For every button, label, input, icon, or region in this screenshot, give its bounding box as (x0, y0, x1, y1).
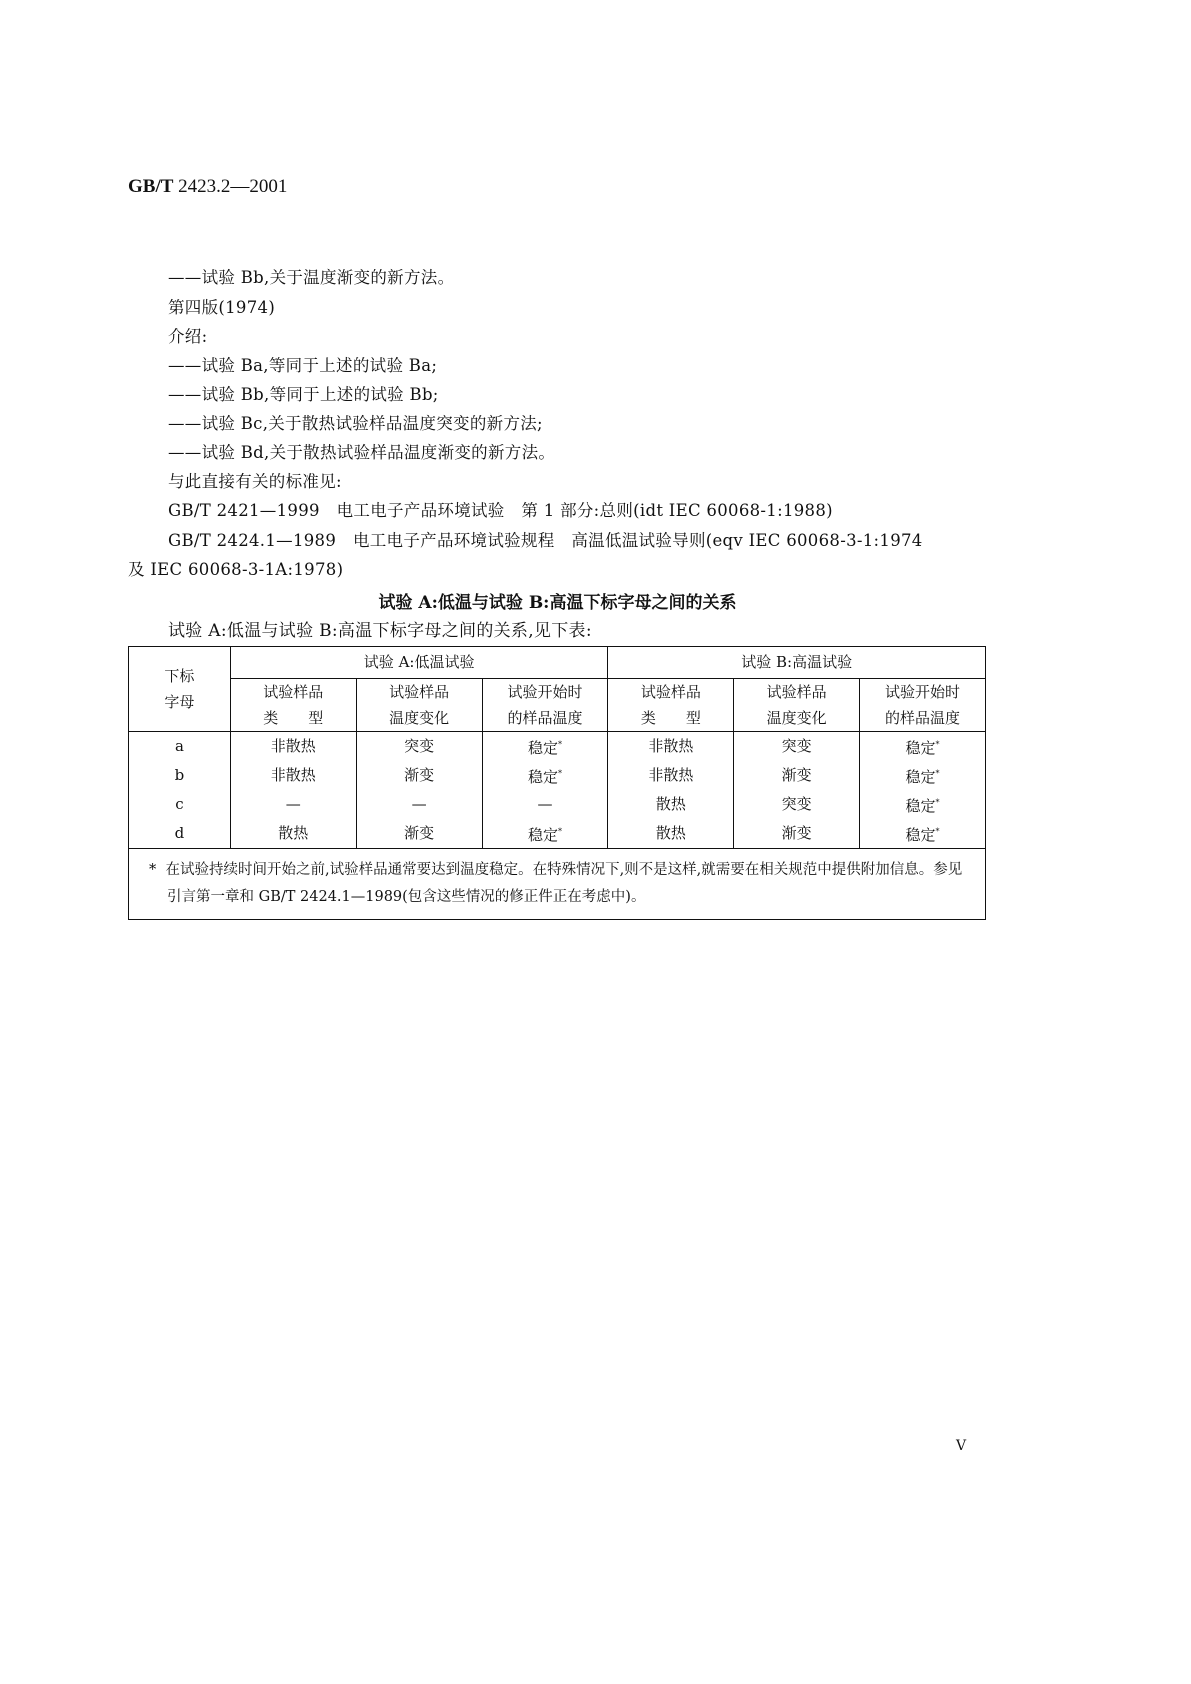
cell-text: 突变 (781, 795, 812, 813)
table-cell (482, 790, 608, 819)
table-row (129, 819, 986, 849)
header-text: 下标 (164, 667, 195, 685)
cell-text: 散热 (655, 795, 686, 813)
cell-text: 突变 (404, 737, 435, 755)
table-cell (230, 761, 356, 790)
header-cell: 试验样品 (230, 679, 356, 706)
cell-text: — (411, 795, 427, 813)
cell-text: 稳定 (905, 826, 936, 844)
table-cell (608, 790, 734, 819)
header-cell: 试验开始时 (860, 679, 986, 706)
cell-text: — (285, 795, 301, 813)
page-number: V (956, 1438, 967, 1454)
text-line: ——试验 Bc,关于散热试验样品温度突变的新方法; (168, 414, 543, 433)
header-cell: 温度变化 (734, 705, 860, 732)
table-cell (129, 761, 231, 790)
table-cell (734, 790, 860, 819)
table-cell (734, 732, 860, 762)
header-cell: 温度变化 (356, 705, 482, 732)
table-cell (734, 819, 860, 849)
header-subscript (129, 647, 231, 732)
footnote-text: 在试验持续时间开始之前,试验样品通常要达到温度稳定。在特殊情况下,则不是这样,就需要在相关规范中提供附加信息。参见引言第一章和 GB/T 2424.1—1989(包含这些情况的修正件正在考虑中)。 (165, 862, 963, 905)
cell-text: 散热 (278, 824, 309, 842)
text-line: ——试验 Bd,关于散热试验样品温度渐变的新方法。 (168, 443, 556, 462)
table-cell (356, 819, 482, 849)
reference-line: GB/T 2424.1—1989 电工电子产品环境试验规程 高温低温试验导则(eqv IEC 60068-3-1:1974 (168, 531, 923, 550)
footnote-mark: * (149, 862, 157, 878)
cell-text: 散热 (655, 824, 686, 842)
cell-text: 稳定 (905, 768, 936, 786)
footnote-ref: * (935, 769, 940, 778)
table-cell (356, 761, 482, 790)
cell-text: 渐变 (404, 824, 435, 842)
table-cell (482, 819, 608, 849)
cell-text: 稳定 (527, 826, 558, 844)
footnote-ref: * (557, 740, 562, 749)
cell-text: 渐变 (404, 766, 435, 784)
table-cell (356, 790, 482, 819)
header-cell: 的样品温度 (482, 705, 608, 732)
table-footnote (129, 849, 986, 920)
cell-text: 稳定 (527, 768, 558, 786)
table-cell (482, 761, 608, 790)
table-cell (608, 819, 734, 849)
text-line: 与此直接有关的标准见: (168, 472, 342, 491)
header-cell: 类 型 (230, 705, 356, 732)
header-cell: 类 型 (608, 705, 734, 732)
cell-text: 非散热 (648, 766, 694, 784)
header-cell: 试验样品 (356, 679, 482, 706)
table-cell (230, 732, 356, 762)
table-cell (129, 732, 231, 762)
header-cell: 试验样品 (608, 679, 734, 706)
text-line: 第四版(1974) (168, 298, 276, 317)
table-cell (608, 761, 734, 790)
footnote-ref: * (557, 827, 562, 836)
cell-text: a (174, 737, 184, 755)
table-cell (608, 732, 734, 762)
cell-text: 稳定 (905, 739, 936, 757)
header-cell: 试验开始时 (482, 679, 608, 706)
text-line: 介绍: (168, 327, 208, 346)
subscript-table (128, 646, 986, 920)
standard-code (128, 176, 287, 198)
header-group-a: 试验 A:低温试验 (230, 647, 608, 679)
cell-text: c (175, 795, 184, 813)
table-cell (129, 790, 231, 819)
table-title: 试验 A:低温与试验 B:高温下标字母之间的关系 (378, 593, 737, 613)
cell-text: — (537, 795, 553, 813)
table-cell (230, 819, 356, 849)
table-cell (482, 732, 608, 762)
table-cell (356, 732, 482, 762)
cell-text: 非散热 (270, 766, 316, 784)
table-intro: 试验 A:低温与试验 B:高温下标字母之间的关系,见下表: (168, 621, 592, 641)
table-cell (860, 790, 986, 819)
cell-text: 稳定 (905, 797, 936, 815)
footnote-ref: * (557, 769, 562, 778)
text-line: ——试验 Bb,等同于上述的试验 Bb; (168, 385, 439, 404)
cell-text: 稳定 (527, 739, 558, 757)
table-cell (860, 819, 986, 849)
cell-text: b (174, 766, 185, 784)
standard-code-number: 2423.2—2001 (173, 176, 288, 197)
table-cell (734, 761, 860, 790)
table-cell (129, 819, 231, 849)
header-cell: 的样品温度 (860, 705, 986, 732)
table-row (129, 732, 986, 762)
header-group-b: 试验 B:高温试验 (608, 647, 986, 679)
text-line: ——试验 Bb,关于温度渐变的新方法。 (168, 268, 455, 287)
table-row (129, 761, 986, 790)
header-cell: 试验样品 (734, 679, 860, 706)
cell-text: 非散热 (270, 737, 316, 755)
standard-code-prefix: GB/T (128, 176, 174, 197)
footnote-ref: * (935, 740, 940, 749)
cell-text: d (174, 824, 185, 842)
footnote-ref: * (935, 798, 940, 807)
table-cell (860, 761, 986, 790)
reference-line-cont: 及 IEC 60068-3-1A:1978) (128, 560, 344, 579)
header-text: 字母 (164, 693, 195, 711)
cell-text: 非散热 (648, 737, 694, 755)
reference-line: GB/T 2421—1999 电工电子产品环境试验 第 1 部分:总则(idt IEC 60068-1:1988) (168, 501, 833, 520)
cell-text: 渐变 (781, 824, 812, 842)
text-line: ——试验 Ba,等同于上述的试验 Ba; (168, 356, 438, 375)
table-row (129, 790, 986, 819)
cell-text: 突变 (781, 737, 812, 755)
cell-text: 渐变 (781, 766, 812, 784)
footnote-ref: * (935, 827, 940, 836)
table-cell (230, 790, 356, 819)
table-cell (860, 732, 986, 762)
